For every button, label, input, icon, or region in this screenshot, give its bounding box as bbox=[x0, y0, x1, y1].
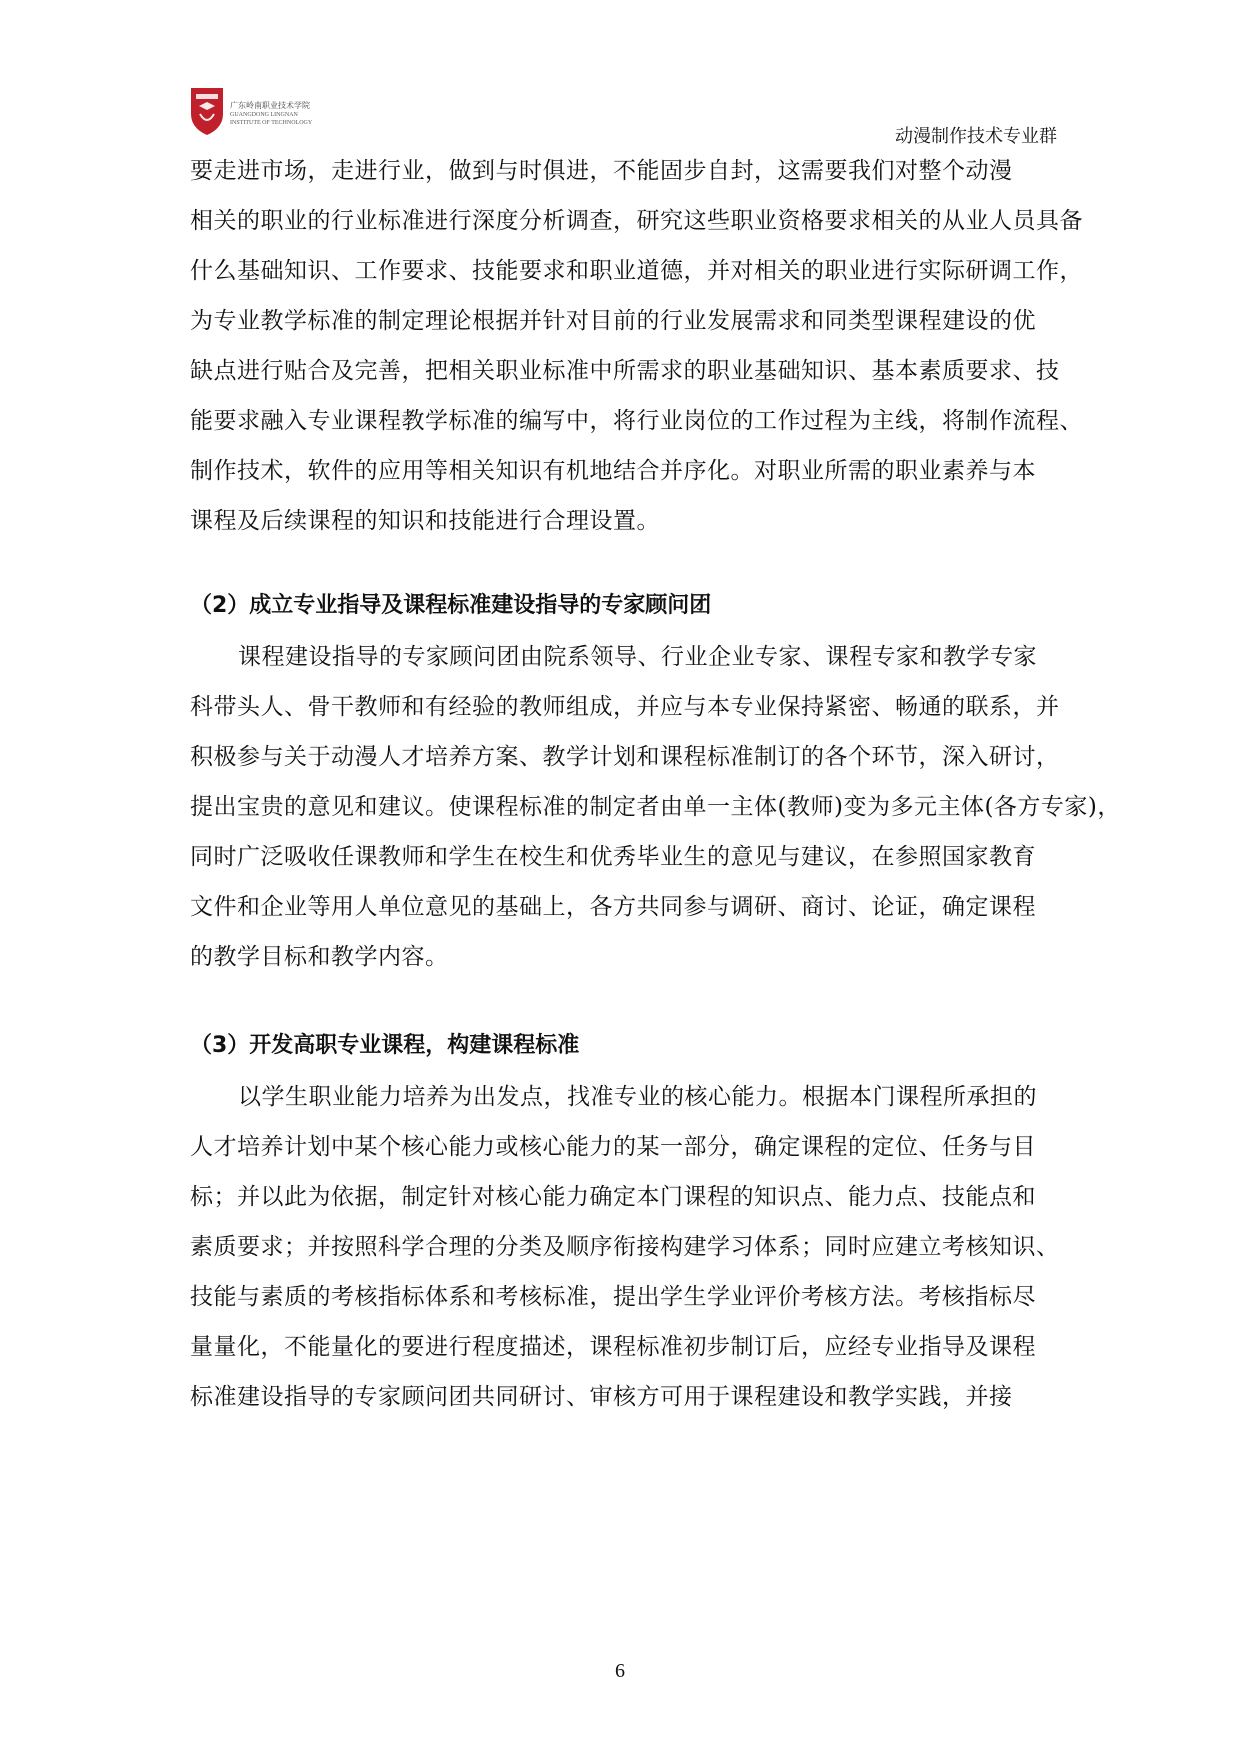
logo-name-en-2: INSTITUTE OF TECHNOLOGY bbox=[230, 120, 313, 126]
section3-line: 素质要求；并按照科学合理的分类及顺序衔接构建学习体系；同时应建立考核知识、 bbox=[190, 1234, 1060, 1260]
section3-line: 人才培养计划中某个核心能力或核心能力的某一部分，确定课程的定位、任务与目 bbox=[190, 1134, 1036, 1160]
paragraph1-line: 缺点进行贴合及完善，把相关职业标准中所需求的职业基础知识、基本素质要求、技 bbox=[190, 358, 1060, 384]
section3-heading: （3）开发高职专业课程，构建课程标准 bbox=[190, 1033, 580, 1058]
section2-line: 文件和企业等用人单位意见的基础上，各方共同参与调研、商讨、论证，确定课程 bbox=[190, 894, 1036, 920]
paragraph1-line: 相关的职业的行业标准进行深度分析调查，研究这些职业资格要求相关的从业人员具备 bbox=[190, 208, 1083, 234]
section3-line: 技能与素质的考核指标体系和考核标准，提出学生学业评价考核方法。考核指标尽 bbox=[190, 1284, 1036, 1310]
logo-name-en-1: GUANGDONG LINGNAN bbox=[230, 112, 298, 118]
section2-line: 科带头人、骨干教师和有经验的教师组成，并应与本专业保持紧密、畅通的联系，并 bbox=[190, 694, 1060, 720]
page-number: 6 bbox=[615, 1660, 625, 1682]
college-shield-icon bbox=[190, 86, 224, 136]
section2-line: 提出宝贵的意见和建议。使课程标准的制定者由单一主体(教师)变为多元主体(各方专家)， bbox=[190, 794, 1121, 820]
paragraph1-line: 制作技术，软件的应用等相关知识有机地结合并序化。对职业所需的职业素养与本 bbox=[190, 458, 1036, 484]
section2-line: 课程建设指导的专家顾问团由院系领导、行业企业专家、课程专家和教学专家 bbox=[238, 644, 1037, 670]
paragraph1-line: 课程及后续课程的知识和技能进行合理设置。 bbox=[190, 508, 660, 534]
paragraph1-line: 能要求融入专业课程教学标准的编写中，将行业岗位的工作过程为主线，将制作流程、 bbox=[190, 408, 1083, 434]
section3-line: 标；并以此为依据，制定针对核心能力确定本门课程的知识点、能力点、技能点和 bbox=[190, 1184, 1036, 1210]
section3-line: 量量化，不能量化的要进行程度描述，课程标准初步制订后，应经专业指导及课程 bbox=[190, 1334, 1036, 1360]
section3-line: 标准建设指导的专家顾问团共同研讨、审核方可用于课程建设和教学实践，并接 bbox=[190, 1384, 1013, 1410]
header-title: 动漫制作技术专业群 bbox=[895, 126, 1057, 147]
logo-name-cn: 广东岭南职业技术学院 bbox=[230, 101, 310, 110]
college-logo bbox=[190, 86, 330, 142]
section3-line: 以学生职业能力培养为出发点，找准专业的核心能力。根据本门课程所承担的 bbox=[238, 1084, 1037, 1110]
paragraph1-line: 为专业教学标准的制定理论根据并针对目前的行业发展需求和同类型课程建设的优 bbox=[190, 308, 1036, 334]
paragraph1-line: 要走进市场，走进行业，做到与时俱进，不能固步自封，这需要我们对整个动漫 bbox=[190, 158, 1013, 184]
section2-heading: （2）成立专业指导及课程标准建设指导的专家顾问团 bbox=[190, 593, 712, 618]
section2-line: 的教学目标和教学内容。 bbox=[190, 944, 449, 970]
paragraph1-line: 什么基础知识、工作要求、技能要求和职业道德，并对相关的职业进行实际研调工作， bbox=[190, 258, 1083, 284]
section2-line: 积极参与关于动漫人才培养方案、教学计划和课程标准制订的各个环节，深入研讨， bbox=[190, 744, 1060, 770]
section2-line: 同时广泛吸收任课教师和学生在校生和优秀毕业生的意见与建议，在参照国家教育 bbox=[190, 844, 1036, 870]
